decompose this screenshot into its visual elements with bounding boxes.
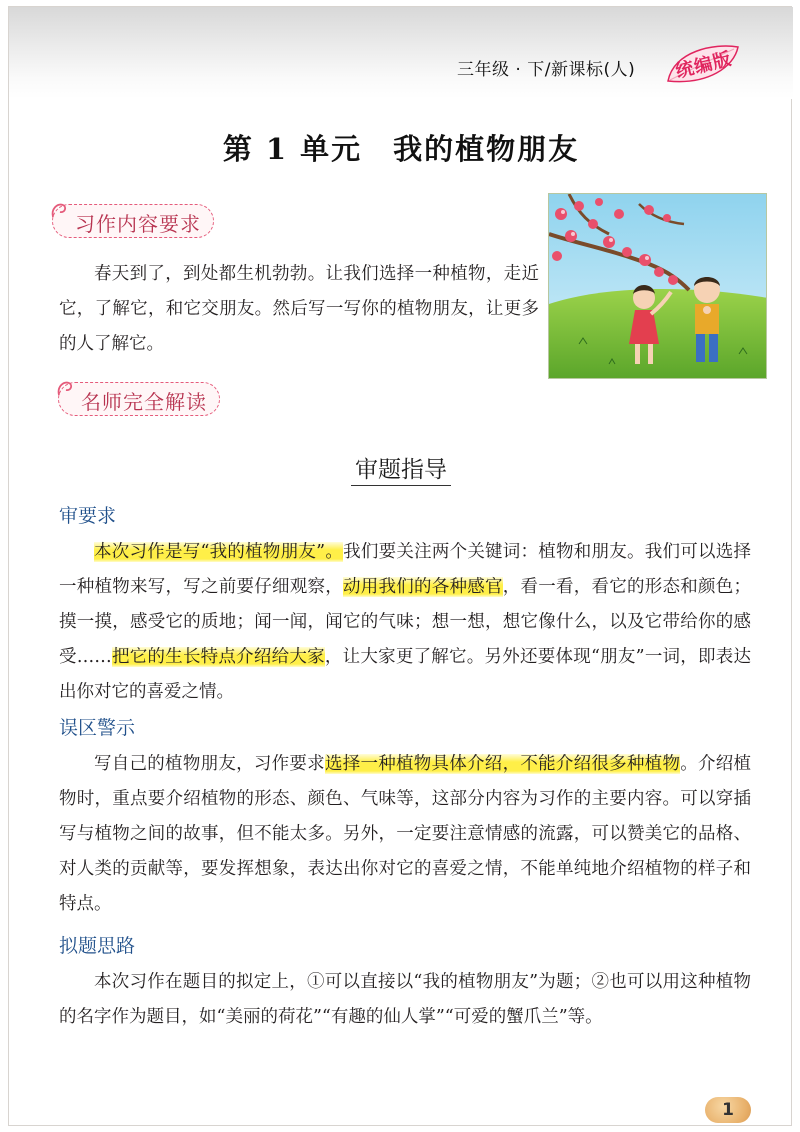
pitfalls-text: [59, 747, 751, 922]
section-title-text: 审题指导: [351, 457, 451, 486]
unit-title: 第 1 单元 我的植物朋友: [222, 132, 580, 166]
requirement-tag: [52, 204, 214, 238]
highlight-text: 本次习作是写“我的植物朋友”。: [94, 542, 344, 562]
title-ideas-text: 本次习作在题目的拟定上，①可以直接以“我的植物朋友”为题；②也可以用这种植物的名字作为题目，如“美丽的荷花”“有趣的仙人掌”“可爱的蟹爪兰”等。: [59, 972, 751, 1027]
requirement-tag-label: 习作内容要求: [75, 212, 201, 236]
plain-text: 我们要关注两个关键词：植物和朋友。我们可以选择一种植物来写，写之前要仔细观察，: [59, 542, 751, 597]
plain-text: ，让大家更了解它。另外还要体现“朋友”一词，即表达出你对它的喜爱之情。: [59, 647, 752, 702]
subhead-title-ideas: 拟题思路: [59, 935, 136, 957]
pitfalls-paragraph: [59, 747, 751, 922]
subhead-pitfalls: 误区警示: [59, 717, 136, 739]
subhead-requirements: 审要求: [59, 505, 117, 527]
plain-text: 写自己的植物朋友，习作要求: [94, 754, 325, 774]
edition-badge-text: 统编版: [673, 48, 735, 83]
plain-text: ，看一看，看它的形态和颜色；摸一摸，感受它的质地；闻一闻，闻它的气味；想一想，想它像什么，以及它带给你的感受……: [59, 577, 751, 667]
requirements-text: [59, 535, 751, 710]
interpretation-tag-label: 名师完全解读: [81, 390, 207, 414]
interpretation-tag: [58, 382, 220, 416]
requirements-paragraph: [59, 535, 751, 710]
page-number: 1: [705, 1097, 751, 1123]
tag-swirl-icon: [49, 199, 71, 221]
children-blossom-illustration: [549, 194, 767, 379]
highlight-text: 选择一种植物具体介绍，不能介绍很多种植物: [324, 754, 681, 774]
tag-swirl-icon: [55, 377, 77, 399]
intro-text: 春天到了，到处都生机勃勃。让我们选择一种植物，走近它，了解它，和它交朋友。然后写一写你的植物朋友，让更多的人了解它。: [59, 264, 539, 354]
grade-label: 三年级 · 下/新课标(人): [457, 60, 636, 80]
highlight-text: 把它的生长特点介绍给大家: [111, 647, 325, 667]
plain-text: 。介绍植物时，重点要介绍植物的形态、颜色、气味等，这部分内容为习作的主要内容。可以穿插写与植物之间的故事，但不能太多。另外，一定要注意情感的流露，可以赞美它的品格、对人类的贡献等，要发挥想象，表达出你对它的喜爱之情，不能单纯地介绍植物的样子和特点。: [59, 754, 752, 914]
title-ideas-paragraph: [59, 965, 751, 1035]
highlight-text: 动用我们的各种感官: [343, 577, 503, 597]
intro-paragraph: [59, 257, 539, 362]
section-title: [9, 451, 793, 484]
illustration-image: [548, 193, 767, 379]
textbook-page: [8, 6, 792, 1126]
